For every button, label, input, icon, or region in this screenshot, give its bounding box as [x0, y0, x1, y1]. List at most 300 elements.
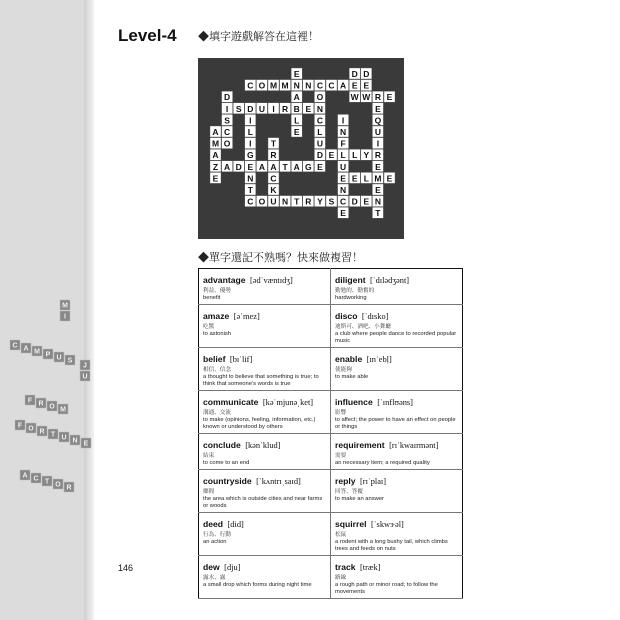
crossword-cell — [338, 161, 349, 172]
crossword-cell — [326, 149, 337, 160]
crossword-cell — [280, 80, 291, 91]
crossword-letter: A — [224, 161, 231, 172]
crossword-cell — [280, 103, 291, 114]
crossword-cell — [361, 68, 372, 79]
crossword-cell — [210, 161, 221, 172]
crossword-letter: E — [375, 185, 381, 195]
crossword-letter: B — [293, 103, 300, 114]
crossword-cell — [326, 196, 337, 207]
decor-tile-letter: I — [64, 313, 66, 321]
vocab-entry — [199, 348, 331, 391]
crossword-cell — [222, 138, 233, 149]
vocab-word: disco — [335, 311, 358, 321]
crossword-cell — [372, 126, 383, 137]
vocab-entry — [199, 513, 331, 556]
vocab-phonetic: [bɪˈlif] — [229, 355, 253, 364]
crossword-cell — [338, 80, 349, 91]
crossword-letter: O — [258, 80, 266, 91]
vocab-row — [199, 269, 463, 305]
page-number: 146 — [118, 563, 134, 573]
crossword-letter: A — [270, 161, 277, 172]
vocab-phonetic: [ˈdɪsko] — [361, 312, 389, 321]
crossword-letter: A — [293, 161, 300, 172]
crossword-cell — [314, 103, 325, 114]
crossword-letter: M — [374, 173, 382, 184]
vocab-row — [199, 391, 463, 434]
vocab-definition: a rodent with a long bushy tail, which climbs trees and feeds on nuts — [335, 539, 448, 552]
crossword-letter: A — [212, 150, 219, 161]
crossword-cell — [361, 196, 372, 207]
decor-tile-letter: F — [27, 397, 33, 405]
crossword-letter: I — [225, 103, 229, 114]
vocab-phonetic: [ədˈvæntɪdʒ] — [249, 276, 293, 285]
vocab-word: communicate — [203, 397, 259, 407]
crossword-cell — [210, 138, 221, 149]
crossword-cell — [372, 91, 383, 102]
decor-tile-letter: M — [34, 348, 40, 356]
crossword-cell — [291, 161, 302, 172]
vocab-word: deed — [203, 519, 224, 529]
decor-tile-letter: P — [45, 351, 51, 359]
vocab-chinese: 鄉間 — [203, 489, 215, 495]
vocab-definition: a club where people dance to recorded popular music — [335, 331, 457, 344]
crossword-letter: C — [340, 196, 347, 207]
crossword-letter: U — [258, 103, 265, 114]
crossword-letter: D — [247, 103, 254, 114]
crossword-letter: O — [223, 138, 231, 149]
decor-tile-letter: O — [49, 403, 55, 411]
crossword-letter: N — [247, 173, 254, 184]
crossword-cell — [372, 207, 383, 218]
crossword-letter: D — [224, 92, 231, 103]
vocab-phonetic: [did] — [227, 520, 244, 529]
crossword-cell — [268, 80, 279, 91]
crossword-cell — [303, 80, 314, 91]
crossword-cell — [222, 161, 233, 172]
vocab-entry — [199, 391, 331, 434]
crossword-cell — [233, 103, 244, 114]
vocab-entry — [331, 391, 463, 434]
vocab-word: advantage — [203, 275, 246, 285]
crossword-letter: T — [282, 161, 288, 172]
vocab-chinese: 使能夠 — [335, 367, 352, 373]
crossword-letter: A — [293, 92, 300, 103]
crossword-letter: Z — [212, 161, 219, 172]
crossword-cell — [291, 114, 302, 125]
crossword-letter: A — [340, 80, 347, 91]
decor-tile-letter: R — [38, 400, 44, 408]
crossword-letter: F — [340, 138, 346, 149]
crossword-cell — [291, 80, 302, 91]
crossword-letter: N — [374, 196, 381, 207]
crossword-letter: R — [270, 150, 277, 161]
crossword-letter: E — [305, 103, 312, 114]
decor-tile-letter: S — [67, 357, 73, 365]
vocabulary-table — [198, 268, 463, 599]
crossword-cell — [361, 91, 372, 102]
vocab-word: enable — [335, 354, 363, 364]
vocab-definition: to astonish — [203, 331, 232, 337]
crossword-letter: T — [270, 138, 277, 149]
crossword-cell — [280, 161, 291, 172]
vocab-definition: an action — [203, 539, 227, 545]
vocab-definition: an necessary item; a required quality — [335, 460, 430, 466]
crossword-letter: T — [375, 208, 381, 219]
crossword-cell — [349, 68, 360, 79]
crossword-letter: L — [247, 127, 253, 137]
crossword-letter: L — [363, 173, 369, 184]
vocab-word: track — [335, 562, 356, 572]
vocab-entry — [331, 348, 463, 391]
crossword-cell — [222, 114, 233, 125]
vocab-definition: to make (opinions, feeling, information, etc.) known or understood by others — [203, 417, 316, 430]
crossword-letter: L — [294, 115, 300, 126]
crossword-cell — [245, 114, 256, 125]
decor-tile-letter: E — [83, 440, 89, 448]
vocab-definition: to affect; the power to have an effect on people or things — [335, 417, 456, 430]
crossword-cell — [268, 138, 279, 149]
crossword-cell — [210, 172, 221, 183]
crossword-cell — [222, 91, 233, 102]
decor-tile-letter: U — [61, 434, 67, 442]
vocab-chinese: 溝通、交流 — [203, 410, 231, 416]
decor-tile-letter: F — [17, 422, 23, 430]
vocab-chinese: 路線 — [335, 575, 347, 581]
crossword-cell — [233, 161, 244, 172]
crossword-letter: Y — [363, 150, 370, 161]
crossword-cell — [268, 184, 279, 195]
crossword-letter: M — [281, 80, 289, 91]
crossword-letter: C — [224, 127, 231, 137]
crossword-letter: N — [316, 103, 323, 114]
vocab-word: countryside — [203, 476, 252, 486]
vocab-entry — [199, 556, 331, 599]
vocab-chinese: 相信、信念 — [203, 367, 231, 373]
vocab-entry — [331, 269, 463, 305]
vocab-row — [199, 513, 463, 556]
vocab-definition: a rough path or minor road; to follow the movements — [335, 582, 438, 595]
vocab-entry — [331, 513, 463, 556]
crossword-cell — [314, 196, 325, 207]
vocab-chinese: 影響 — [335, 410, 347, 416]
crossword-letter: K — [270, 185, 277, 195]
vocab-definition: to come to an end — [203, 460, 250, 466]
crossword-cell — [268, 103, 279, 114]
vocab-phonetic: [ˈdɪlədʒənt] — [370, 276, 410, 285]
crossword-letter: D — [235, 161, 242, 172]
vocab-phonetic: [kənˈklud] — [245, 441, 281, 450]
decor-tile-letter: C — [33, 475, 39, 483]
crossword-cell — [349, 80, 360, 91]
crossword-cell — [268, 172, 279, 183]
vocab-entry — [199, 305, 331, 348]
vocab-entry — [331, 556, 463, 599]
crossword-cell — [338, 172, 349, 183]
crossword-letter: R — [374, 150, 381, 161]
vocab-phonetic: [ɪnˈebḷ] — [366, 355, 392, 364]
decor-tile-letter: J — [83, 362, 87, 370]
vocab-row — [199, 470, 463, 513]
crossword-cell — [245, 172, 256, 183]
crossword-letter: D — [316, 150, 323, 161]
vocab-entry — [331, 470, 463, 513]
crossword-cell — [338, 184, 349, 195]
crossword-letter: D — [351, 69, 358, 79]
crossword-cell — [245, 184, 256, 195]
vocab-chinese: 結束 — [203, 453, 215, 459]
crossword-letter: Q — [374, 115, 382, 126]
crossword-letter: G — [246, 150, 254, 161]
decor-tile-letter: C — [12, 342, 18, 350]
crossword-letter: E — [386, 173, 393, 184]
crossword-letter: N — [305, 80, 312, 91]
crossword-letter: U — [340, 161, 347, 172]
crossword-cell — [303, 103, 314, 114]
crossword-letter: D — [363, 69, 370, 79]
crossword-letter: C — [247, 196, 254, 207]
decor-tile-letter: N — [72, 437, 78, 445]
crossword-letter: I — [272, 103, 275, 114]
vocab-word: requirement — [335, 440, 385, 450]
crossword-letter: M — [211, 138, 220, 149]
crossword-letter: N — [282, 196, 289, 207]
crossword-cell — [314, 138, 325, 149]
crossword-cell — [245, 126, 256, 137]
vocab-chinese: 利益、優勢 — [203, 288, 231, 294]
crossword-letter: U — [270, 196, 277, 207]
vocab-row — [199, 305, 463, 348]
crossword-letter: G — [304, 161, 312, 172]
crossword-letter: U — [316, 138, 323, 149]
crossword-cell — [256, 196, 267, 207]
crossword-cell — [245, 138, 256, 149]
crossword-cell — [349, 91, 360, 102]
crossword-letter: E — [375, 161, 381, 172]
crossword-letter: O — [316, 92, 324, 103]
vocab-definition: a small drop which forms during night time — [203, 582, 312, 588]
crossword-letter: L — [352, 150, 358, 161]
crossword-letter: E — [247, 161, 254, 172]
crossword-cell — [338, 149, 349, 160]
crossword-cell — [349, 149, 360, 160]
crossword-cell — [291, 91, 302, 102]
crossword-letter: S — [235, 103, 242, 114]
crossword-cell — [372, 114, 383, 125]
crossword-letter: E — [351, 80, 358, 91]
crossword-cell — [222, 126, 233, 137]
vocab-chinese: 吃驚 — [203, 324, 215, 330]
crossword-letter: N — [340, 185, 347, 195]
crossword-letter: Y — [317, 196, 323, 207]
crossword-letter: E — [293, 69, 300, 79]
crossword-cell — [245, 149, 256, 160]
crossword-letter: I — [249, 138, 252, 149]
level-title: Level-4 — [118, 26, 177, 45]
crossword-cell — [349, 196, 360, 207]
decor-tile-letter: R — [39, 428, 45, 436]
crossword-letter: E — [340, 173, 346, 184]
decor-tile-letter: U — [82, 373, 88, 381]
crossword-cell — [361, 172, 372, 183]
crossword-cell — [222, 103, 233, 114]
crossword-cell — [372, 161, 383, 172]
crossword-letter: E — [351, 173, 358, 184]
crossword-cell — [245, 103, 256, 114]
crossword-cell — [303, 196, 314, 207]
crossword-cell — [372, 172, 383, 183]
vocab-word: diligent — [335, 275, 366, 285]
decor-tile-letter: M — [62, 302, 68, 310]
crossword-letter: M — [269, 80, 278, 91]
crossword-cell — [303, 161, 314, 172]
decor-tile-letter: O — [28, 425, 34, 433]
crossword-cell — [245, 161, 256, 172]
vocab-phonetic: [ˈskwɝəl] — [370, 520, 404, 529]
vocab-chinese: 勤勉的、勤奮的 — [335, 288, 375, 294]
crossword-cell — [245, 196, 256, 207]
crossword-letter: C — [270, 173, 277, 184]
vocab-entry — [331, 305, 463, 348]
vocab-chinese: 行為、行動 — [203, 532, 231, 538]
crossword-cell — [256, 161, 267, 172]
vocab-chinese: 迪斯可、酒吧、小舞廳 — [335, 324, 391, 330]
crossword-cell — [314, 91, 325, 102]
vocab-entry — [199, 269, 331, 305]
vocab-entry — [199, 434, 331, 470]
crossword-letter: E — [293, 127, 300, 137]
crossword-letter: T — [294, 196, 300, 207]
crossword-grid — [198, 58, 404, 239]
crossword-letter: E — [328, 150, 335, 161]
vocab-entry — [331, 434, 463, 470]
vocab-phonetic: [rɪˈkwaɪrmənt] — [389, 441, 439, 450]
crossword-cell — [349, 172, 360, 183]
vocab-word: conclude — [203, 440, 241, 450]
vocab-phonetic: [dju] — [224, 563, 241, 572]
crossword-letter: I — [249, 115, 252, 126]
vocab-definition: a thought to believe that something is true; to think that someone's words is true — [203, 374, 319, 387]
crossword-letter: E — [375, 103, 381, 114]
crossword-cell — [326, 80, 337, 91]
crossword-letter: T — [247, 185, 253, 195]
crossword-letter: C — [316, 115, 323, 126]
crossword-letter: R — [282, 103, 289, 114]
vocab-phonetic: [əˈmez] — [233, 312, 260, 321]
crossword-cell — [291, 103, 302, 114]
crossword-cell — [338, 126, 349, 137]
vocab-phonetic: [ˈɪnflʊəns] — [377, 398, 413, 407]
crossword-letter: C — [247, 80, 254, 91]
crossword-cell — [372, 149, 383, 160]
crossword-letter: E — [340, 208, 346, 219]
vocab-chinese: 松鼠 — [335, 532, 347, 538]
vocab-entry — [199, 470, 331, 513]
crossword-cell — [314, 161, 325, 172]
vocab-phonetic: [kəˈmjunəˌket] — [262, 398, 314, 407]
decor-tile-letter: R — [66, 484, 72, 492]
crossword-cell — [361, 80, 372, 91]
crossword-letter: W — [350, 92, 359, 103]
crossword-cell — [384, 172, 395, 183]
crossword-letter: N — [340, 127, 347, 137]
vocab-phonetic: [rɪˈplaɪ] — [360, 477, 387, 486]
crossword-letter: E — [212, 173, 219, 184]
crossword-cell — [256, 80, 267, 91]
crossword-cell — [314, 149, 325, 160]
crossword-cell — [338, 207, 349, 218]
crossword-cell — [384, 91, 395, 102]
vocab-chinese: 需要 — [335, 453, 347, 459]
vocab-row — [199, 434, 463, 470]
crossword-cell — [268, 149, 279, 160]
decor-tile-letter: A — [22, 472, 28, 480]
review-prompt: ◆單字還記不熟嗎？快來做複習！ — [198, 252, 363, 264]
vocab-phonetic: [træk] — [360, 563, 381, 572]
decor-tile-letter: A — [23, 345, 29, 353]
vocab-definition: to make able — [335, 374, 369, 380]
decor-tile-letter: M — [60, 406, 66, 414]
crossword-letter: S — [224, 115, 230, 126]
crossword-cell — [268, 161, 279, 172]
crossword-cell — [291, 126, 302, 137]
crossword-cell — [291, 68, 302, 79]
vocab-word: influence — [335, 397, 373, 407]
decorative-letter-tiles — [0, 0, 100, 620]
crossword-letter: D — [351, 196, 358, 207]
vocab-definition: hardworking — [335, 295, 367, 301]
crossword-cell — [314, 114, 325, 125]
crossword-letter: L — [340, 150, 346, 161]
crossword-cell — [291, 196, 302, 207]
crossword-letter: A — [258, 161, 265, 172]
crossword-cell — [372, 138, 383, 149]
crossword-letter: A — [212, 127, 219, 137]
crossword-letter: E — [317, 161, 323, 172]
vocab-word: dew — [203, 562, 220, 572]
crossword-letter: E — [363, 80, 370, 91]
crossword-cell — [372, 103, 383, 114]
crossword-cell — [361, 149, 372, 160]
crossword-letter: E — [386, 92, 393, 103]
crossword-letter: R — [305, 196, 312, 207]
decor-tile-letter: T — [50, 431, 56, 439]
vocab-word: amaze — [203, 311, 230, 321]
crossword-letter: S — [328, 196, 335, 207]
crossword-letter: C — [316, 80, 323, 91]
crossword-letter: I — [376, 138, 380, 149]
crossword-cell — [314, 80, 325, 91]
crossword-letter: C — [328, 80, 335, 91]
crossword-cell — [210, 126, 221, 137]
decor-tile-letter: U — [56, 354, 62, 362]
crossword-letter: O — [258, 196, 266, 207]
vocab-chinese: 露水、露 — [203, 575, 226, 581]
crossword-cell — [210, 149, 221, 160]
decor-tile-letter: T — [44, 478, 50, 486]
crossword-cell — [256, 103, 267, 114]
crossword-cell — [280, 196, 291, 207]
crossword-letter: N — [293, 80, 300, 91]
crossword-puzzle — [198, 58, 404, 239]
vocab-phonetic: [ˈkʌntrɪˌsaɪd] — [256, 477, 301, 486]
vocab-word: squirrel — [335, 519, 367, 529]
crossword-cell — [268, 196, 279, 207]
vocab-chinese: 回答、答覆 — [335, 489, 363, 495]
crossword-cell — [314, 126, 325, 137]
vocab-row — [199, 556, 463, 599]
crossword-cell — [338, 138, 349, 149]
vocab-word: reply — [335, 476, 356, 486]
